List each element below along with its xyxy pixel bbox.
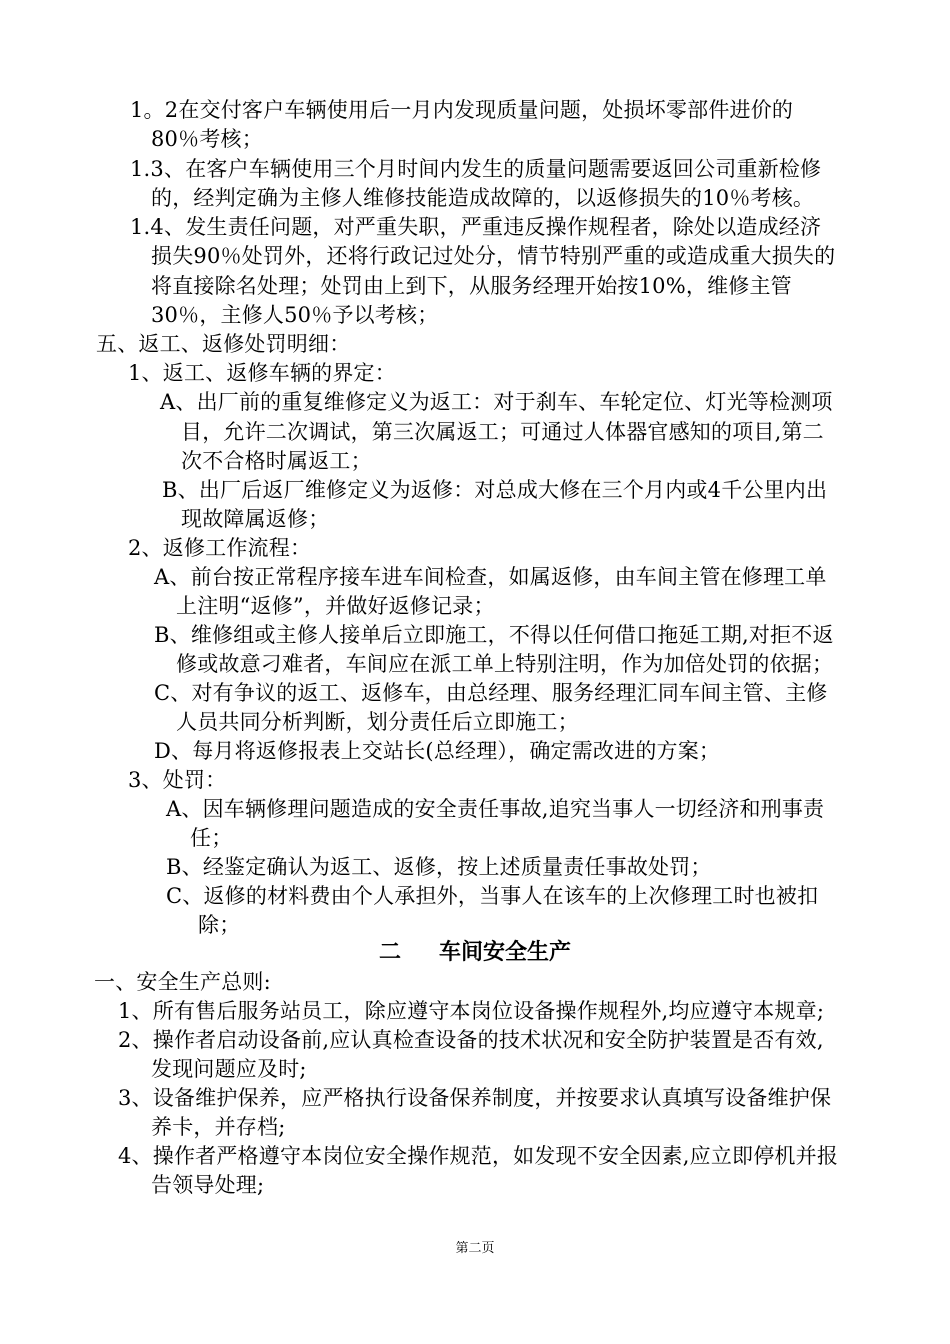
section-title: 一、安全生产总则:	[94, 970, 271, 994]
page-number: 第二页	[455, 1241, 495, 1256]
text-line: 4、操作者严格遵守本岗位安全操作规范，如发现不安全因素,应立即停机并报	[118, 1144, 839, 1168]
text-line: 告领导处理;	[151, 1173, 265, 1197]
text-line: 2、操作者启动设备前,应认真检查设备的技术状况和安全防护装置是否有效,	[118, 1028, 824, 1052]
text-line: 损失90％处罚外，还将行政记过处分，情节特别严重的或造成重大损失的	[151, 244, 836, 268]
text-line: 80％考核；	[151, 127, 263, 151]
text-line: 将直接除名处理；处罚由上到下，从服务经理开始按10%，维修主管	[151, 274, 792, 298]
text-line: 上注明“返修”，并做好返修记录；	[176, 594, 495, 618]
text-line: 除；	[198, 913, 241, 937]
text-line: 发现问题应及时;	[151, 1057, 307, 1081]
text-line: 1.4、发生责任问题，对严重失职，严重违反操作规程者，除处以造成经济	[130, 215, 822, 239]
text-line: 3、设备维护保养，应严格执行设备保养制度，并按要求认真填写设备维护保	[118, 1086, 832, 1110]
text-line: 养卡，并存档;	[151, 1115, 286, 1139]
section-heading-title: 车间安全生产	[439, 940, 572, 965]
text-line: 次不合格时属返工；	[181, 449, 372, 473]
text-line: 1.3、在客户车辆使用三个月时间内发生的质量问题需要返回公司重新检修	[130, 157, 822, 181]
text-line: C、对有争议的返工、返修车，由总经理、服务经理汇同车间主管、主修	[154, 681, 828, 705]
text-line: 30％，主修人50％予以考核；	[151, 303, 439, 327]
text-line: A、前台按正常程序接车进车间检查，如属返修，由车间主管在修理工单	[154, 565, 827, 589]
text-line: 目，允许二次调试，第三次属返工；可通过人体器官感知的项目,第二	[181, 420, 824, 444]
section-title: 五、返工、返修处罚明细：	[96, 332, 351, 356]
section-heading	[0, 938, 950, 968]
text-line: B、维修组或主修人接单后立即施工，不得以任何借口拖延工期,对拒不返	[154, 623, 834, 647]
text-line: 1。2在交付客户车辆使用后一月内发现质量问题，处损坏零部件进价的	[130, 98, 794, 122]
text-line: 人员共同分析判断，划分责任后立即施工；	[176, 710, 579, 734]
text-line: 现故障属返修；	[181, 507, 330, 531]
subsection-title: 1、返工、返修车辆的界定：	[128, 361, 396, 385]
subsection-title: 3、处罚：	[128, 768, 227, 792]
section-heading-number: 二	[378, 940, 401, 965]
text-line: A、出厂前的重复维修定义为返工：对于刹车、车轮定位、灯光等检测项	[160, 390, 833, 414]
text-line: A、因车辆修理问题造成的安全责任事故,追究当事人一切经济和刑事责	[166, 797, 825, 821]
text-line: C、返修的材料费由个人承担外，当事人在该车的上次修理工时也被扣	[166, 884, 819, 908]
text-line: B、出厂后返厂维修定义为返修：对总成大修在三个月内或4千公里内出	[162, 478, 828, 502]
subsection-title: 2、返修工作流程：	[128, 536, 312, 560]
text-line: D、每月将返修报表上交站长(总经理），确定需改进的方案；	[154, 739, 721, 763]
text-line: 修或故意刁难者，车间应在派工单上特别注明，作为加倍处罚的依据；	[176, 652, 834, 676]
text-line: 1、所有售后服务站员工，除应遵守本岗位设备操作规程外,均应遵守本规章;	[118, 999, 825, 1023]
text-line: 任；	[190, 826, 233, 850]
text-line: 的，经判定确为主修人维修技能造成故障的，以返修损失的10％考核。	[151, 186, 815, 210]
text-line: B、经鉴定确认为返工、返修，按上述质量责任事故处罚；	[166, 855, 712, 879]
